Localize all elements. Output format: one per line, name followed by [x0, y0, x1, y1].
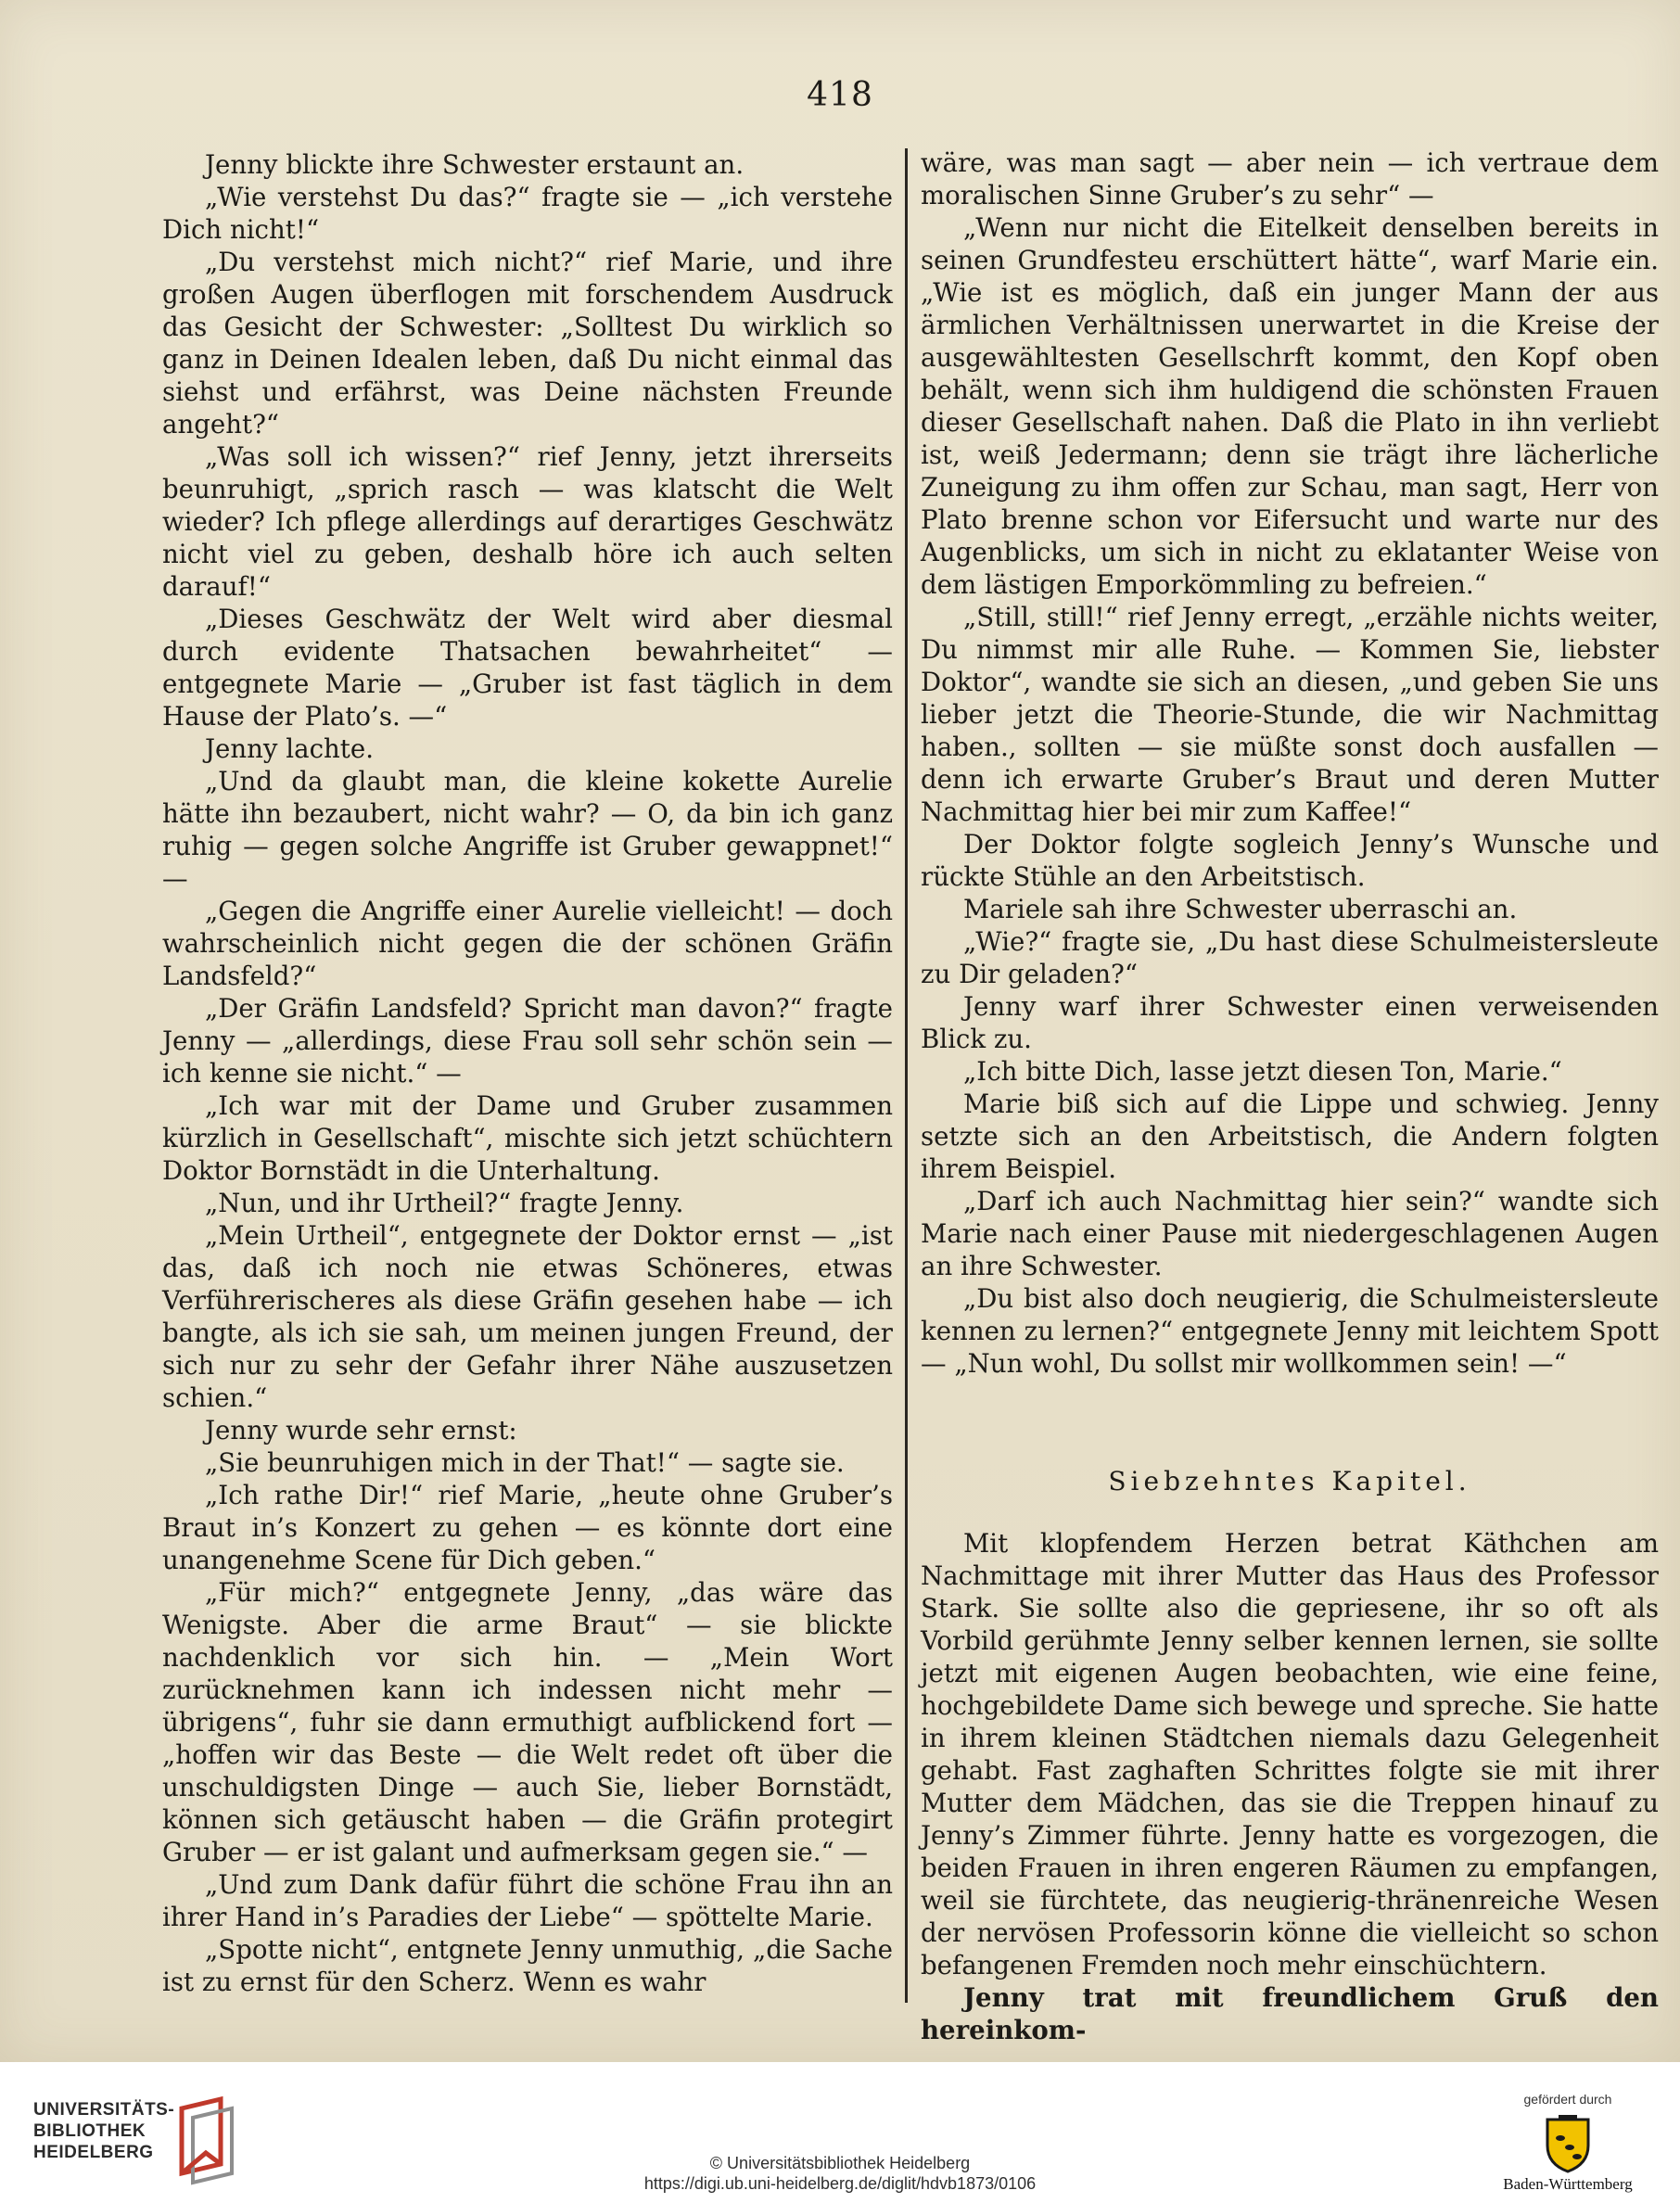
- paragraph: Jenny blickte ihre Schwester erstaunt an.: [205, 149, 745, 180]
- paragraph: „Nun, und ihr Urtheil?“ fragte Jenny.: [205, 1188, 684, 1218]
- paragraph: Der Doktor folgte sogleich Jenny’s Wunsche und rückte Stühle an den Arbeitstisch.: [921, 829, 1659, 892]
- paragraph: „Mein Urtheil“, entgegnete der Doktor ernst — „ist das, daß ich noch nie etwas Schöneres, etwas Verführerischeres als diese Gräfin gesehen habe — ich bangte, als ich sie sah, um meinen jungen Freund, der sich nur zu sehr der Gefahr ihrer Nähe auszusetzen schien.“: [162, 1220, 893, 1413]
- paragraph: „Still, still!“ rief Jenny erregt, „erzähle nichts weiter, Du nimmst mir alle Ruhe. — Kommen Sie, liebster Doktor“, wandte sie sich an diesen, „und geben Sie uns lieber jetzt die Theorie-Stunde, die wir Nachmittag haben., sollten — sie müßte sonst doch ausfallen — denn ich erwarte Gruber’s Braut und deren Mutter Nachmittag hier bei mir zum Kaffee!“: [921, 602, 1659, 827]
- paragraph: Jenny warf ihrer Schwester einen verweisenden Blick zu.: [921, 991, 1659, 1054]
- column-divider: [905, 148, 908, 2003]
- paragraph: „Wie verstehst Du das?“ fragte sie — „ich verstehe Dich nicht!“: [162, 182, 893, 245]
- paragraph: „Darf ich auch Nachmittag hier sein?“ wandte sich Marie nach einer Pause mit niedergeschlagenen Augen an ihre Schwester.: [921, 1186, 1659, 1281]
- source-url[interactable]: https://digi.ub.uni-heidelberg.de/diglit/hdvb1873/0106: [643, 2174, 1037, 2193]
- right-column: [921, 146, 1659, 2046]
- paragraph: „Du verstehst mich nicht?“ rief Marie, und ihre großen Augen überflogen mit forschendem Ausdruck das Gesicht der Schwester: „Solltest Du wirklich so ganz in Deinen Idealen leben, daß Du nicht einmal das siehst und erfährst, was Deine nächsten Freunde angeht?“: [162, 247, 893, 439]
- chapter-heading: Siebzehntes Kapitel.: [1108, 1466, 1471, 1496]
- paragraph: „Der Gräfin Landsfeld? Spricht man davon?“ fragte Jenny — „allerdings, diese Frau soll sehr schön sein — ich kenne sie nicht.“ —: [162, 993, 893, 1089]
- logo-line: UNIVERSITÄTS-: [33, 2100, 175, 2120]
- chapter-last-line: Jenny trat mit freundlichem Gruß den hereinkom-: [921, 1982, 1659, 2045]
- paragraph: Mariele sah ihre Schwester uberraschi an.: [963, 894, 1518, 924]
- paragraph: Jenny wurde sehr ernst:: [205, 1415, 517, 1445]
- paragraph: „Für mich?“ entgegnete Jenny, „das wäre das Wenigste. Aber die arme Braut“ — sie blickte nachdenklich vor sich hin. — „Mein Wort zurücknehmen kann ich indessen nicht mehr — übrigens“, fuhr sie dann ermuthigt aufblickend fort — „hoffen wir das Beste — die Welt redet oft über die unschuldigsten Dinge — auch Sie, lieber Bornstädt, können sich getäuscht haben — die Gräfin protegirt Gruber — er ist galant und aufmerksam gegen sie.“ —: [162, 1577, 893, 1867]
- logo-line: HEIDELBERG: [33, 2143, 154, 2162]
- coat-of-arms-icon: [1542, 2114, 1594, 2173]
- paragraph: Jenny lachte.: [205, 733, 374, 764]
- left-column: [162, 148, 893, 1998]
- funding-state: Baden-Württemberg: [1503, 2175, 1633, 2193]
- paragraph: „Sie beunruhigen mich in der That!“ — sagte sie.: [205, 1447, 845, 1478]
- paragraph: „Wie?“ fragte sie, „Du hast diese Schulmeistersleute zu Dir geladen?“: [921, 926, 1659, 989]
- paragraph: „Spotte nicht“, entgnete Jenny unmuthig, „die Sache ist zu ernst für den Scherz. Wenn es wahr: [162, 1934, 893, 1997]
- funding-block: [1480, 2092, 1656, 2194]
- paragraph: „Du bist also doch neugierig, die Schulmeistersleute kennen zu lernen?“ entgegnete Jenny mit leichtem Spott — „Nun wohl, Du sollst mir wollkommen sein! —“: [921, 1283, 1659, 1379]
- footer: [0, 2062, 1680, 2203]
- paragraph: „Ich bitte Dich, lasse jetzt diesen Ton, Marie.“: [963, 1056, 1562, 1087]
- paragraph: „Und zum Dank dafür führt die schöne Frau ihn an ihrer Hand in’s Paradies der Liebe“ — spöttelte Marie.: [162, 1869, 893, 1932]
- paragraph: „Ich war mit der Dame und Gruber zusammen kürzlich in Gesellschaft“, mischte sich jetzt schüchtern Doktor Bornstädt in die Unterhaltung.: [162, 1090, 893, 1186]
- logo-line: BIBLIOTHEK: [33, 2121, 146, 2141]
- funding-label: gefördert durch: [1523, 2092, 1612, 2107]
- paragraph: „Ich rathe Dir!“ rief Marie, „heute ohne Gruber’s Braut in’s Konzert zu gehen — es könnte dort eine unangenehme Scene für Dich geben.“: [162, 1480, 893, 1575]
- page-number: 418: [807, 76, 873, 114]
- paragraph: „Dieses Geschwätz der Welt wird aber diesmal durch evidente Thatsachen bewahrheitet“ — entgegnete Marie — „Gruber ist fast täglich in dem Hause der Plato’s. —“: [162, 604, 893, 732]
- paragraph: „Was soll ich wissen?“ rief Jenny, jetzt ihrerseits beunruhigt, „sprich rasch — was klatscht die Welt wieder? Ich pflege allerdings auf derartiges Geschwätz nicht viel zu geben, deshalb höre ich auch selten darauf!“: [162, 441, 893, 602]
- chapter-paragraph: Mit klopfendem Herzen betrat Käthchen am Nachmittage mit ihrer Mutter das Haus des Professor Stark. Sie sollte also die gepriesene, ihr so oft als Vorbild gerühmte Jenny selber kennen lernen, sie sollte jetzt mit eigenen Augen beobachten, wie eine feine, hochgebildete Dame sich bewege und spreche. Sie hatte in ihrem kleinen Städtchen niemals dazu Gelegenheit gehabt. Fast zaghaften Schrittes folgte sie mit ihrer Mutter dem Mädchen, das sie die Treppen hinauf zu Jenny’s Zimmer führte. Jenny hatte es vorgezogen, die beiden Frauen in ihren engeren Räumen zu empfangen, weil sie fürchtete, das neugierig-thränenreiche Wesen der nervösen Professorin könne die vielleicht so schon befangenen Fremden noch mehr einschüchtern.: [921, 1528, 1659, 1980]
- paragraph: wäre, was man sagt — aber nein — ich vertraue dem moralischen Sinne Gruber’s zu sehr“ —: [921, 147, 1659, 210]
- copyright-text: © Universitätsbibliothek Heidelberg: [709, 2154, 971, 2172]
- paragraph: „Wenn nur nicht die Eitelkeit denselben bereits in seinen Grundfesteu erschüttert hätte“, warf Marie ein. „Wie ist es möglich, daß ein junger Mann der aus ärmlichen Verhältnissen unerwartet in die Kreise der ausgewähltesten Gesellschrft kommt, den Kopf oben behält, wenn sich ihm huldigend die schönsten Frauen dieser Gesellschaft nahen. Daß die Plato in ihn verliebt ist, weiß Jedermann; denn sie trägt ihre lächerliche Zuneigung zu ihm offen zur Schau, man sagt, Herr von Plato brenne schon vor Eifersucht und warte nur des Augenblicks, um sich in nicht zu eklatanter Weise von dem lästigen Emporkömmling zu befreien.“: [921, 212, 1659, 600]
- copyright-block: [0, 2153, 1680, 2194]
- paragraph: „Und da glaubt man, die kleine kokette Aurelie hätte ihn bezaubert, nicht wahr? — O, da bin ich ganz ruhig — gegen solche Angriffe ist Gruber gewappnet!“ —: [162, 766, 893, 894]
- paragraph: „Gegen die Angriffe einer Aurelie vielleicht! — doch wahrscheinlich nicht gegen die der schönen Gräfin Landsfeld?“: [162, 896, 893, 991]
- paragraph: Marie biß sich auf die Lippe und schwieg. Jenny setzte sich an den Arbeitstisch, die Andern folgten ihrem Beispiel.: [921, 1089, 1659, 1184]
